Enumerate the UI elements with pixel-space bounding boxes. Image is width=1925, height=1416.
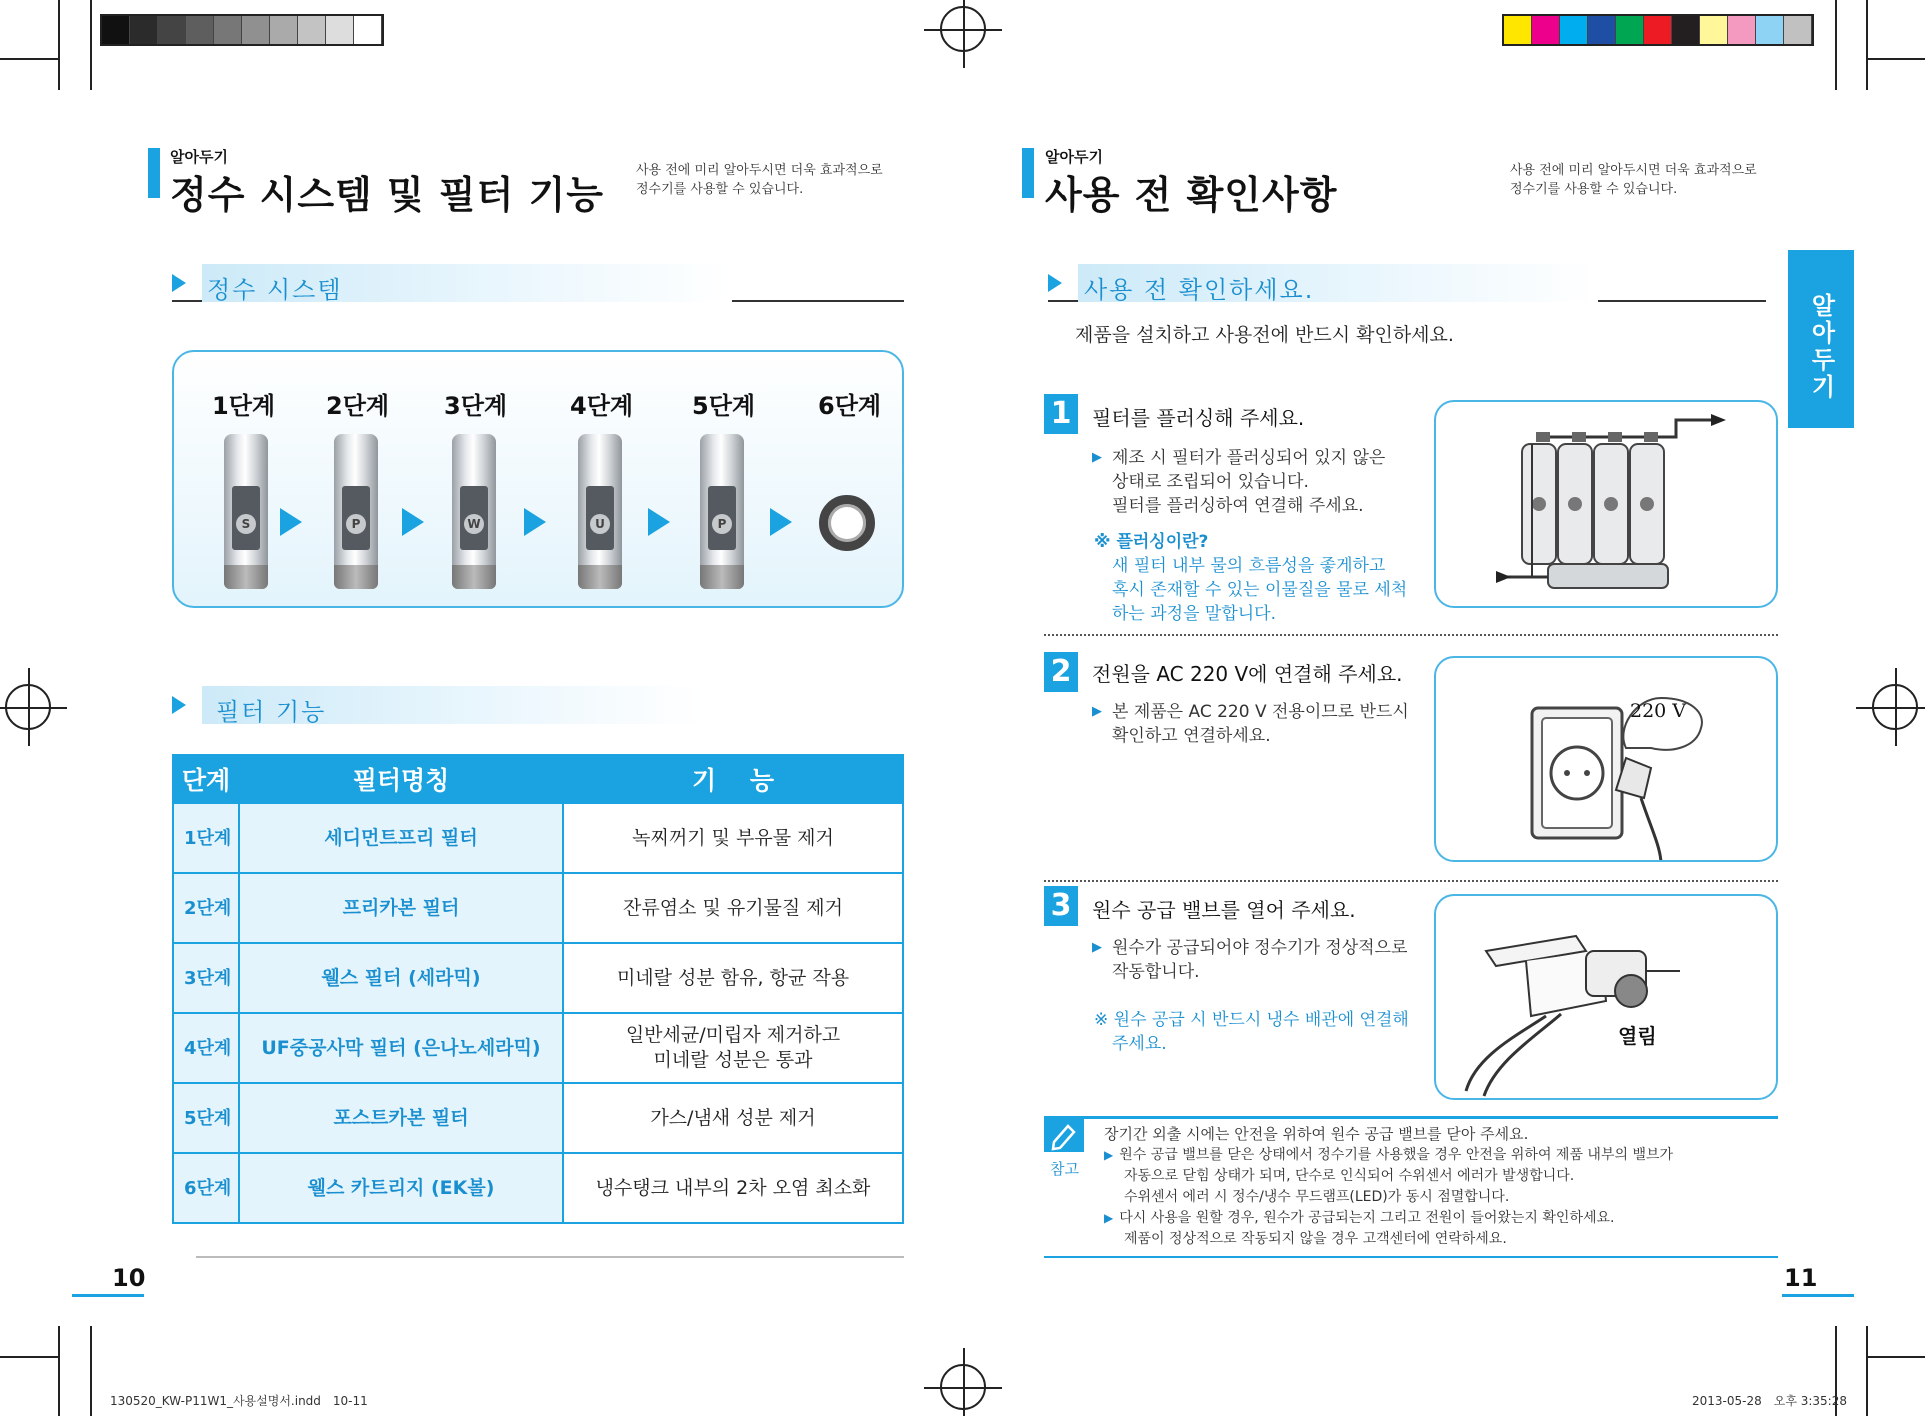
bullet-line: 본 제품은 AC 220 V 전용이므로 반드시 [1112, 702, 1409, 722]
filter-name-cell: UF중공사막 필터 (은나노세라믹) [239, 1013, 563, 1083]
arrow-right-icon [648, 508, 670, 536]
color-swatch [186, 16, 214, 44]
stage-cell: 3단계 [173, 943, 239, 1013]
function-cell: 녹찌꺼기 및 부유물 제거 [563, 803, 903, 873]
arrow-right-icon [402, 508, 424, 536]
stage-label: 2단계 [326, 392, 390, 420]
triangle-bullet-icon: ▶ [1092, 940, 1102, 955]
triangle-bullet-icon [172, 274, 186, 292]
filter-cartridge-icon [452, 434, 496, 589]
section-heading-check [1048, 264, 1766, 302]
crop-mark [0, 58, 58, 60]
stage-label: 4단계 [570, 392, 634, 420]
bullet-line: 상태로 조립되어 있습니다. [1112, 472, 1309, 492]
page-kicker: 알아두기 [1045, 148, 1103, 166]
crop-mark [90, 1326, 92, 1416]
color-swatch [1616, 16, 1644, 44]
intro-line: 사용 전에 미리 알아두시면 더욱 효과적으로 [636, 163, 883, 178]
reference-bottom-rule [1044, 1256, 1778, 1258]
table-row [173, 1153, 903, 1223]
filter-badge: P [346, 514, 366, 534]
filter-name-cell: 웰스 카트리지 (EK볼) [239, 1153, 563, 1223]
reference-text [1104, 1124, 1774, 1250]
note-line: 하는 과정을 말합니다. [1112, 604, 1277, 624]
color-swatch [242, 16, 270, 44]
color-swatch [214, 16, 242, 44]
color-swatch [1504, 16, 1532, 44]
step-bullet [1092, 446, 1412, 518]
section-heading-filter [172, 686, 732, 724]
page-number-bar [72, 1294, 144, 1297]
reference-bullet: ▶ 다시 사용을 원할 경우, 원수가 공급되는지 그리고 전원이 들어왔는지 확인하세요. [1104, 1210, 1615, 1226]
table-row [173, 873, 903, 943]
intro-line: 정수기를 사용할 수 있습니다. [636, 182, 804, 197]
reference-line: 수위센서 에러 시 정수/냉수 무드램프(LED)가 동시 점멸합니다. [1124, 1189, 1510, 1205]
registration-mark [940, 1364, 986, 1410]
reference-note-icon [1044, 1116, 1084, 1152]
grayscale-color-bar [100, 14, 384, 46]
filter-name-cell: 포스트카본 필터 [239, 1083, 563, 1153]
step-bullet [1092, 700, 1432, 748]
table-row [173, 1013, 903, 1083]
table-header: 단계 [173, 755, 239, 803]
arrow-right-icon [770, 508, 792, 536]
page-number: 11 [1784, 1264, 1818, 1292]
lead-text: 제품을 설치하고 사용전에 반드시 확인하세요. [1075, 324, 1454, 346]
color-swatch [130, 16, 158, 44]
stage-cell: 2단계 [173, 873, 239, 943]
flushing-note [1094, 530, 1414, 626]
filter-name-cell: 웰스 필터 (세라믹) [239, 943, 563, 1013]
pencil-icon [1044, 1116, 1084, 1152]
title-accent-bar [148, 148, 160, 198]
filter-function-table [172, 754, 904, 1224]
footer-rule [196, 1256, 904, 1258]
arrow-right-icon [524, 508, 546, 536]
filter-cartridge-icon [700, 434, 744, 589]
purification-system-diagram [172, 350, 904, 608]
table-header: 기 능 [563, 755, 903, 803]
section-heading-label: 정수 시스템 [207, 276, 343, 304]
triangle-bullet-icon [172, 696, 186, 714]
color-swatch [1728, 16, 1756, 44]
filter-badge: W [464, 514, 484, 534]
table-row [173, 943, 903, 1013]
reference-label: 참고 [1050, 1160, 1079, 1178]
color-swatch [298, 16, 326, 44]
color-swatch [1588, 16, 1616, 44]
filter-badge: S [236, 514, 256, 534]
crop-mark [1835, 0, 1837, 90]
crop-mark [1866, 0, 1868, 90]
note-line: 주세요. [1112, 1034, 1167, 1054]
color-swatch [1672, 16, 1700, 44]
crop-mark [0, 1356, 58, 1358]
triangle-bullet-icon: ▶ [1104, 1211, 1114, 1225]
side-tab: 알아두기 [1788, 250, 1854, 428]
filter-badge: U [590, 514, 610, 534]
process-color-bar [1502, 14, 1814, 46]
note-line: ※ 원수 공급 시 반드시 냉수 배관에 연결해 [1094, 1010, 1409, 1030]
filter-cartridge-icon [334, 434, 378, 589]
page-title: 사용 전 확인사항 [1045, 173, 1338, 217]
filter-name-cell: 프리카본 필터 [239, 873, 563, 943]
crop-mark [1866, 1326, 1868, 1416]
step-number: 1 [1044, 394, 1078, 434]
filter-cartridge-icon [578, 434, 622, 589]
color-swatch [1644, 16, 1672, 44]
triangle-bullet-icon: ▶ [1104, 1148, 1114, 1162]
crop-mark [58, 0, 60, 90]
filter-badge: P [712, 514, 732, 534]
filter-assembly-icon [1436, 402, 1778, 608]
color-swatch [1756, 16, 1784, 44]
registration-mark [5, 684, 51, 730]
triangle-bullet-icon [1048, 274, 1062, 292]
reference-top-rule [1044, 1116, 1778, 1119]
bullet-line: 작동합니다. [1112, 962, 1200, 982]
stage-label: 1단계 [212, 392, 276, 420]
page-number-bar [1782, 1294, 1854, 1297]
reference-main: 장기간 외출 시에는 안전을 위하여 원수 공급 밸브를 닫아 주세요. [1104, 1125, 1529, 1143]
note-line: 새 필터 내부 물의 흐름성을 좋게하고 [1112, 556, 1386, 576]
function-cell: 미네랄 성분 함유, 항균 작용 [563, 943, 903, 1013]
color-swatch [354, 16, 382, 44]
outlet-plug-icon [1436, 658, 1778, 862]
function-cell: 일반세균/미립자 제거하고 미네랄 성분은 통과 [563, 1013, 903, 1083]
color-swatch [1700, 16, 1728, 44]
stage-cell: 5단계 [173, 1083, 239, 1153]
section-heading-system [172, 264, 904, 302]
step-number: 2 [1044, 652, 1078, 692]
step-divider [1044, 634, 1778, 636]
ek-ball-cartridge-icon [819, 495, 875, 551]
arrow-right-icon [280, 508, 302, 536]
stage-label: 3단계 [444, 392, 508, 420]
bullet-line: 확인하고 연결하세요. [1112, 726, 1271, 746]
page-title: 정수 시스템 및 필터 기능 [170, 173, 604, 217]
page-intro [1510, 161, 1757, 199]
print-slug: 130520_KW-P11W1_사용설명서.indd 10-11 [110, 1394, 368, 1408]
color-swatch [102, 16, 130, 44]
registration-mark [1872, 684, 1918, 730]
voltage-label: 220 V [1630, 700, 1687, 722]
bullet-line: 원수가 공급되어야 정수기가 정상적으로 [1112, 938, 1408, 958]
valve-note [1094, 1008, 1424, 1056]
triangle-bullet-icon: ▶ [1092, 704, 1102, 719]
step-number: 3 [1044, 886, 1078, 926]
water-valve-icon [1436, 896, 1778, 1100]
flushing-illustration [1434, 400, 1778, 608]
crop-mark [1866, 58, 1925, 60]
table-row [173, 803, 903, 873]
note-title: ※ 플러싱이란? [1094, 532, 1209, 552]
registration-mark [940, 6, 986, 52]
step-title: 전원을 AC 220 V에 연결해 주세요. [1092, 662, 1403, 686]
step-divider [1044, 880, 1778, 882]
title-accent-bar [1022, 148, 1034, 198]
stage-label: 5단계 [692, 392, 756, 420]
stage-label: 6단계 [818, 392, 882, 420]
stage-cell: 1단계 [173, 803, 239, 873]
table-row [173, 1083, 903, 1153]
page-kicker: 알아두기 [170, 148, 228, 166]
bullet-line: 제조 시 필터가 플러싱되어 있지 않은 [1112, 448, 1386, 468]
intro-line: 정수기를 사용할 수 있습니다. [1510, 182, 1678, 197]
function-cell: 가스/냄새 성분 제거 [563, 1083, 903, 1153]
page-number: 10 [112, 1264, 146, 1292]
valve-illustration [1434, 894, 1778, 1100]
reference-line: 제품이 정상적으로 작동되지 않을 경우 고객센터에 연락하세요. [1124, 1231, 1507, 1247]
reference-bullet: ▶ 원수 공급 밸브를 닫은 상태에서 정수기를 사용했을 경우 안전을 위하여 제품 내부의 밸브가 [1104, 1147, 1674, 1163]
valve-open-label: 열림 [1618, 1024, 1657, 1048]
color-swatch [1560, 16, 1588, 44]
section-heading-label: 사용 전 확인하세요. [1084, 276, 1315, 304]
color-swatch [1784, 16, 1812, 44]
crop-mark [1866, 1356, 1925, 1358]
stage-cell: 6단계 [173, 1153, 239, 1223]
function-cell: 냉수탱크 내부의 2차 오염 최소화 [563, 1153, 903, 1223]
page-intro [636, 161, 883, 199]
print-slug: 2013-05-28 오후 3:35:28 [1692, 1394, 1847, 1408]
table-header: 필터명칭 [239, 755, 563, 803]
step-bullet [1092, 936, 1432, 984]
function-cell: 잔류염소 및 유기물질 제거 [563, 873, 903, 943]
color-swatch [326, 16, 354, 44]
reference-line: 자동으로 닫힘 상태가 되며, 단수로 인식되어 수위센서 에러가 발생합니다. [1124, 1168, 1575, 1184]
crop-mark [90, 0, 92, 90]
color-swatch [1532, 16, 1560, 44]
intro-line: 사용 전에 미리 알아두시면 더욱 효과적으로 [1510, 163, 1757, 178]
step-title: 원수 공급 밸브를 열어 주세요. [1092, 898, 1356, 922]
color-swatch [158, 16, 186, 44]
color-swatch [270, 16, 298, 44]
power-outlet-illustration [1434, 656, 1778, 862]
note-line: 혹시 존재할 수 있는 이물질을 물로 세척 [1112, 580, 1408, 600]
step-title: 필터를 플러싱해 주세요. [1092, 406, 1305, 430]
filter-name-cell: 세디먼트프리 필터 [239, 803, 563, 873]
triangle-bullet-icon: ▶ [1092, 450, 1102, 465]
bullet-line: 필터를 플러싱하여 연결해 주세요. [1112, 496, 1364, 516]
section-heading-label: 필터 기능 [216, 698, 327, 726]
filter-cartridge-icon [224, 434, 268, 589]
crop-mark [58, 1326, 60, 1416]
stage-cell: 4단계 [173, 1013, 239, 1083]
